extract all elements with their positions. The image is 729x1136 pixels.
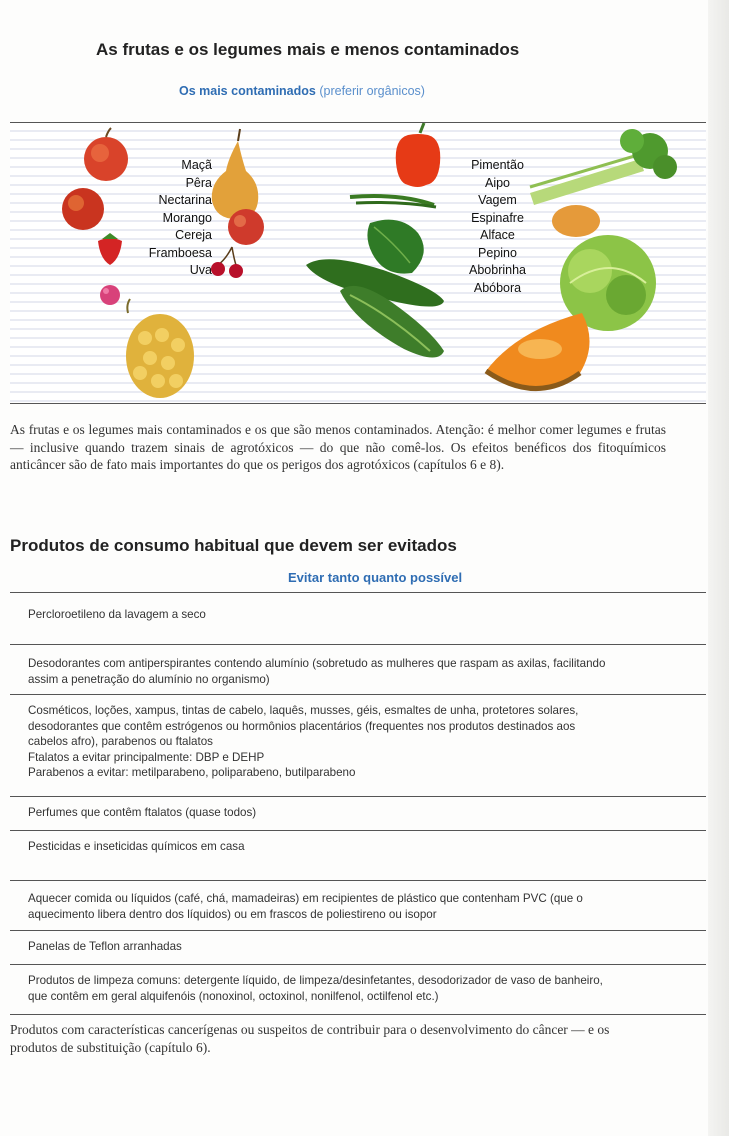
pumpkin-icon — [486, 313, 590, 389]
table-row — [10, 880, 706, 930]
row-line: que contêm em geral alquifenóis (nonoxinol, octoxinol, nonilfenol, octilfenol etc.) — [28, 989, 439, 1003]
row-line: aquecimento libera dentro dos líquidos) ou em frascos de poliestireno ou isopor — [28, 907, 437, 921]
fruit-label: Pêra — [185, 175, 212, 190]
nectarine-icon — [62, 188, 104, 230]
bell-pepper-icon — [396, 123, 441, 187]
row-line: Aquecer comida ou líquidos (café, chá, mamadeiras) em recipientes de plástico que contenham PVC (que o — [28, 892, 583, 905]
vegetable-label: Pepino — [478, 245, 517, 260]
table-row — [10, 592, 706, 644]
vegetable-label: Abóbora — [473, 280, 522, 295]
produce-illustration-panel — [10, 122, 706, 404]
row-line: Pesticidas e inseticidas químicos em casa — [28, 840, 245, 853]
row-line: Desodorantes com antiperspirantes contendo alumínio (sobretudo as mulheres que raspam as axilas, facilitando — [28, 657, 606, 670]
table-row — [10, 930, 706, 964]
table-header: Evitar tanto quanto possível — [288, 570, 463, 585]
apple-icon — [84, 128, 128, 181]
row-line: Produtos de limpeza comuns: detergente líquido, de limpeza/desinfetantes, desodorizador de vaso de banheiro, — [28, 974, 603, 987]
row-line: Percloroetileno da lavagem a seco — [28, 608, 206, 621]
row-line: Ftalatos a evitar principalmente: DBP e DEHP — [28, 750, 265, 764]
table-row — [10, 694, 706, 796]
row-line: desodorantes que contêm estrógenos ou hormônios placentários (frequentes nos produtos destinados aos — [28, 719, 576, 733]
subtitle-most-contaminated: Os mais contaminados — [179, 84, 316, 98]
table-bottom-rule — [10, 1014, 706, 1015]
raspberry-icon — [100, 285, 120, 305]
vegetable-label: Espinafre — [471, 210, 524, 225]
fruit-list — [140, 157, 212, 280]
fruit-label: Cereja — [175, 228, 212, 242]
fruit-label: Framboesa — [148, 245, 212, 260]
fruit-label: Nectarina — [158, 193, 212, 207]
row-line: assim a penetração do alumínio no organismo) — [28, 672, 270, 686]
produce-caption: As frutas e os legumes mais contaminados e os que são menos contaminados. Atenção: é melhor comer legumes e frutas — inclusive quando trazem sinais de agrotóxicos — do que não comê-los. Os efeitos benéficos dos fitoquímicos anticâncer são de fato mais importantes do que os perigos dos agrotóxicos (capítulos 6 e 8). — [10, 422, 666, 472]
grapes-icon — [126, 299, 194, 398]
red-apple-icon — [228, 209, 264, 245]
section-title-produce: As frutas e os legumes mais e menos contaminados — [96, 40, 520, 59]
table-row — [10, 796, 706, 830]
vegetable-label: Abobrinha — [469, 263, 526, 277]
sweet-potato-icon — [552, 205, 600, 237]
pear-icon — [212, 129, 258, 219]
celery-icon — [530, 129, 677, 205]
page-edge-shadow — [708, 0, 729, 1136]
produce-subtitle — [179, 84, 425, 98]
cherries-icon — [211, 247, 243, 278]
table-row — [10, 964, 706, 1014]
row-line: Panelas de Teflon arranhadas — [28, 940, 182, 953]
fruit-label: Morango — [162, 210, 212, 225]
fruit-label: Uva — [189, 263, 212, 277]
vegetable-label: Pimentão — [471, 158, 524, 172]
row-line: Perfumes que contêm ftalatos (quase todos) — [28, 806, 257, 819]
row-line: Cosméticos, loções, xampus, tintas de cabelo, laquês, musses, géis, esmaltes de unha, protetores solares, — [28, 704, 579, 717]
table-row — [10, 644, 706, 694]
vegetable-label: Alface — [480, 228, 515, 242]
table-row — [10, 830, 706, 880]
products-caption: Produtos com características cancerígenas ou suspeitos de contribuir para o desenvolvimento do câncer — e os produtos de substituição (capítulo 6). — [10, 1022, 610, 1055]
row-line: cabelos afro), parabenos ou ftalatos — [28, 735, 213, 748]
produce-illustration — [10, 123, 706, 403]
vegetable-list — [460, 157, 535, 297]
section-title-products: Produtos de consumo habitual que devem ser evitados — [10, 536, 457, 555]
vegetable-label: Aipo — [484, 175, 511, 190]
row-line: Parabenos a evitar: metilparabeno, poliparabeno, butilparabeno — [28, 766, 356, 779]
green-beans-icon — [350, 196, 436, 207]
fruit-label: Maçã — [181, 158, 212, 172]
strawberry-icon — [98, 233, 122, 265]
subtitle-note: (preferir orgânicos) — [319, 84, 425, 98]
vegetable-label: Vagem — [478, 193, 517, 207]
spinach-icon — [367, 220, 423, 274]
